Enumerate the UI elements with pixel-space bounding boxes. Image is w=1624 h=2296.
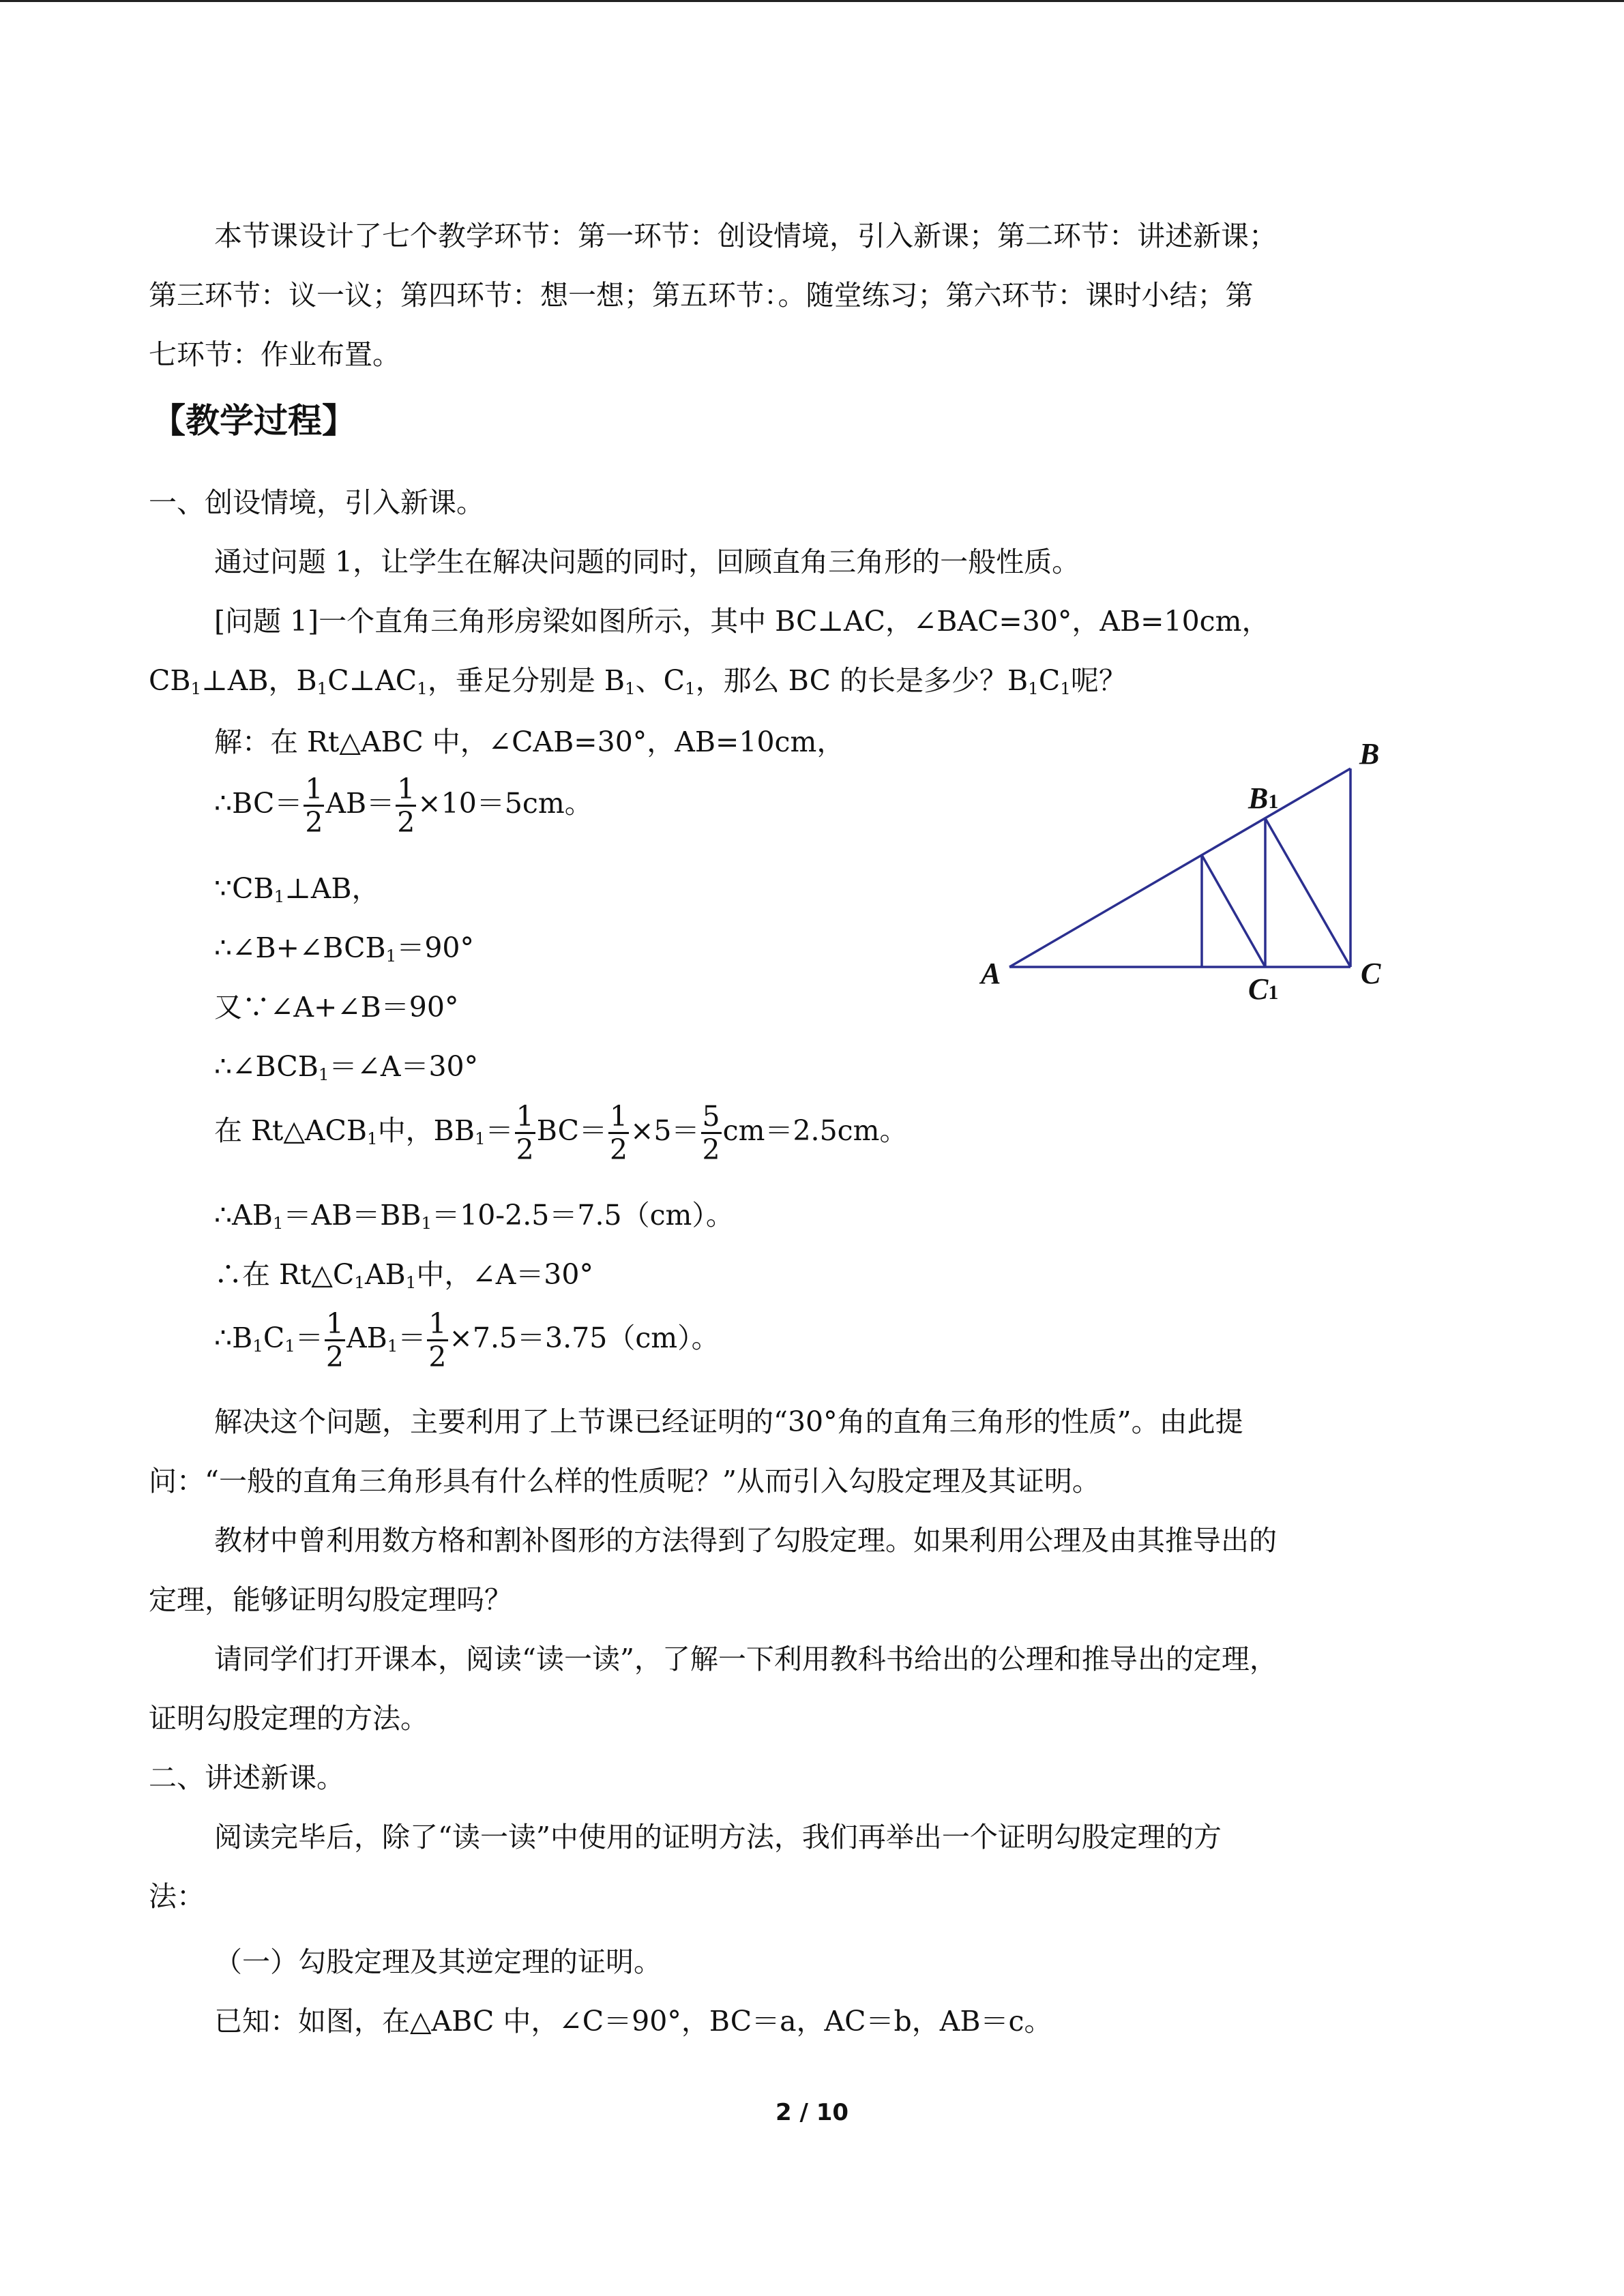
top-border bbox=[0, 0, 1624, 2]
problem-line-1: [问题 1]一个直角三角形房梁如图所示，其中 BC⊥AC，∠BAC=30°，AB=10cm， bbox=[214, 605, 1270, 638]
triangle-figure bbox=[969, 736, 1405, 1009]
part2-title: 二、讲述新课。 bbox=[149, 1761, 344, 1794]
solution-line-7: 在 $Rt\triangle ACB_1$中，$BB_1=$ $\frac{1}{2}$ BC＝ $\frac{1}{2}$ ×5＝ $\frac{5}{2}$ cm＝2.5cm。 bbox=[214, 1100, 908, 1166]
solution-line-8: $\therefore AB_1=AB=BB_1=10-2.5=7.5(cm)$。 bbox=[214, 1199, 734, 1233]
intro-line-3: 七环节：作业布置。 bbox=[149, 338, 400, 371]
section-heading: 【教学过程】 bbox=[151, 401, 356, 441]
fraction: $\frac{1}{2}$ bbox=[325, 1307, 344, 1373]
intro-line-2: 第三环节：议一议；第四环节：想一想；第五环节：。随堂练习；第六环节：课时小结；第 bbox=[149, 279, 1254, 312]
fraction: $\frac{1}{2}$ bbox=[516, 1100, 534, 1166]
intro-line-1: 本节课设计了七个教学环节：第一环节：创设情境，引入新课；第二环节：讲述新课； bbox=[214, 220, 1277, 252]
fraction: $\frac{5}{2}$ bbox=[702, 1100, 720, 1166]
problem-line-2: $CB_1\perp AB$，$B_1C\perp AC_1$，垂足分别是 $B_1$、$C_1$，那么 BC 的长是多少？$B_1C_1$呢？ bbox=[149, 664, 1127, 698]
part1-lead: 通过问题 1，让学生在解决问题的同时，回顾直角三角形的一般性质。 bbox=[214, 546, 1080, 578]
solution-line-1: 解：在 Rt△ABC 中，∠CAB=30°，AB=10cm， bbox=[214, 726, 845, 758]
line-b1c bbox=[1265, 818, 1350, 967]
part2-subtitle: （一）勾股定理及其逆定理的证明。 bbox=[214, 1945, 662, 1978]
solution-line-6: $\therefore\angle BCB_1=\angle A=30^\circ$ bbox=[214, 1050, 479, 1084]
label-a: A bbox=[981, 957, 1001, 990]
line-ab bbox=[1009, 769, 1350, 967]
discussion-p3-line-2: 证明勾股定理的方法。 bbox=[149, 1702, 428, 1735]
part2-p1-line-1: 阅读完毕后，除了“读一读”中使用的证明方法，我们再举出一个证明勾股定理的方 bbox=[214, 1821, 1222, 1853]
discussion-p1-line-2: 问：“一般的直角三角形具有什么样的性质呢？”从而引入勾股定理及其证明。 bbox=[149, 1465, 1100, 1497]
label-c: C bbox=[1361, 957, 1381, 990]
fraction: $\frac{1}{2}$ bbox=[305, 773, 323, 839]
label-b: B bbox=[1359, 737, 1380, 771]
fraction: $\frac{1}{2}$ bbox=[428, 1307, 447, 1373]
solution-line-2: ∴BC＝ $\frac{1}{2}$ AB＝ $\frac{1}{2}$ ×10＝5cm。 bbox=[214, 773, 593, 839]
solution-line-9: ∴在 $Rt\triangle C_1AB_1$中，∠A＝30° bbox=[214, 1258, 593, 1292]
solution-line-4: $\therefore\angle B+\angle BCB_1=90^\circ$ bbox=[214, 931, 474, 966]
part2-p1-line-2: 法： bbox=[149, 1880, 205, 1913]
solution-line-3: $\because CB_1\perp AB$， bbox=[214, 872, 380, 906]
discussion-p3-line-1: 请同学们打开课本，阅读“读一读”，了解一下利用教科书给出的公理和推导出的定理， bbox=[214, 1643, 1278, 1675]
page-number: 2 / 10 bbox=[775, 2099, 849, 2126]
discussion-p2-line-2: 定理，能够证明勾股定理吗？ bbox=[149, 1583, 512, 1616]
fraction: $\frac{1}{2}$ bbox=[397, 773, 415, 839]
label-c1: C1 bbox=[1248, 972, 1279, 1006]
fraction: $\frac{1}{2}$ bbox=[609, 1100, 628, 1166]
part2-given: 已知：如图，在△ABC 中，∠C＝90°，BC＝a，AC＝b，AB＝c。 bbox=[214, 2005, 1052, 2038]
solution-line-5: 又∵∠A+∠B＝90° bbox=[214, 991, 459, 1024]
part1-title: 一、创设情境，引入新课。 bbox=[149, 486, 484, 519]
label-b1: B1 bbox=[1248, 781, 1279, 815]
solution-line-10: $\therefore B_1C_1=$ $\frac{1}{2}$ $AB_1=$ $\frac{1}{2}$ ×7.5＝3.75（cm）。 bbox=[214, 1307, 720, 1373]
line-inner-diagonal bbox=[1202, 855, 1265, 967]
triangle-diagram bbox=[969, 736, 1405, 1009]
discussion-p1-line-1: 解决这个问题，主要利用了上节课已经证明的“30°角的直角三角形的性质”。由此提 bbox=[214, 1405, 1243, 1438]
discussion-p2-line-1: 教材中曾利用数方格和割补图形的方法得到了勾股定理。如果利用公理及由其推导出的 bbox=[214, 1524, 1277, 1557]
